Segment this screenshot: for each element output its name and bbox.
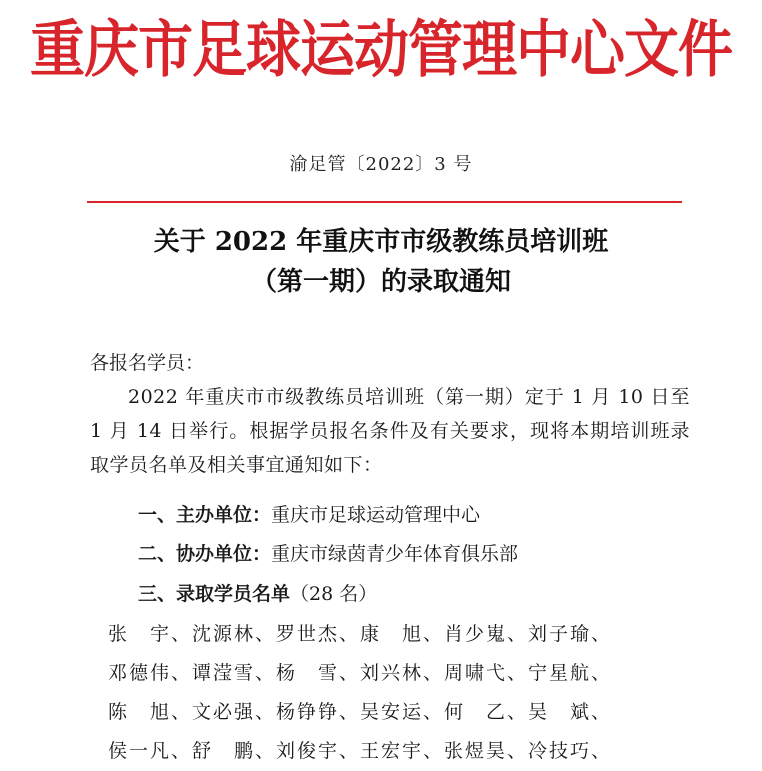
notice-title-line-1: 关于 2022 年重庆市市级教练员培训班	[153, 227, 609, 257]
notice-title-line-2: （第一期）的录取通知	[250, 267, 511, 297]
intro-paragraph: 2022 年重庆市市级教练员培训班（第一期）定于 1 月 10 日至 1 月 14 日举行。根据学员报名条件及有关要求，现将本期培训班录取学员名单及相关事宜通知如下：	[90, 386, 690, 476]
student-name-list	[108, 615, 668, 771]
notice-title	[0, 222, 762, 302]
name-row: 陈 旭、文必强、杨铮铮、吴安运、何 乙、吴 斌、	[108, 701, 613, 723]
salutation: 各报名学员：	[90, 352, 205, 374]
document-header-title: 重庆市足球运动管理中心文件	[29, 13, 732, 86]
item-co-organizer-value: 重庆市绿茵青少年体育俱乐部	[271, 543, 519, 565]
name-row: 张 宇、沈源林、罗世杰、康 旭、肖少嵬、刘子瑜、	[108, 623, 613, 645]
document-number: 渝足管〔2022〕3 号	[289, 154, 473, 175]
item-organizer-value: 重庆市足球运动管理中心	[271, 504, 481, 526]
item-organizer-label: 一、主办单位：	[138, 504, 272, 526]
item-admitted-list-count: （28 名）	[290, 583, 378, 605]
item-co-organizer-label: 二、协办单位：	[138, 543, 272, 565]
item-co-organizer	[138, 537, 518, 571]
item-admitted-list-label: 三、录取学员名单	[138, 583, 291, 605]
name-row: 邓德伟、谭滢雪、杨 雪、刘兴林、周啸弋、宁星航、	[108, 662, 613, 684]
name-row: 侯一凡、舒 鹏、刘俊宇、王宏宇、张煜昊、冷技巧、	[108, 740, 613, 762]
header-divider	[87, 201, 682, 203]
item-organizer	[138, 498, 480, 532]
item-admitted-list	[138, 577, 377, 611]
